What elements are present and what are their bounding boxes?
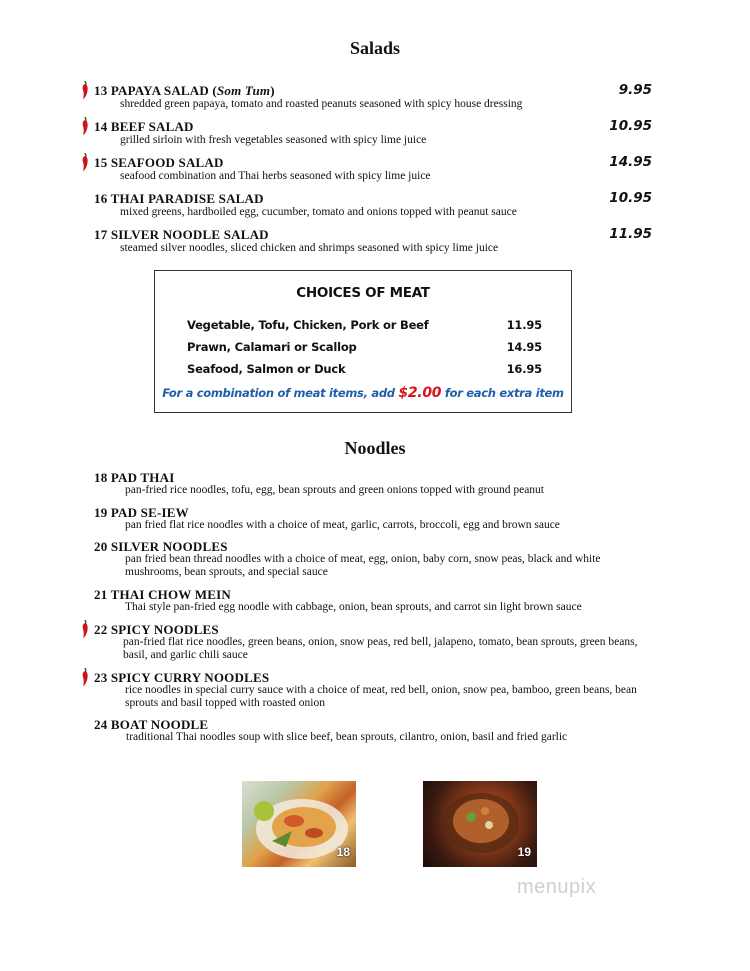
item-price: 10.95 — [609, 190, 652, 206]
item-name: 16 THAI PARADISE SALAD — [94, 191, 264, 206]
extra-amount: $2.00 — [398, 385, 442, 401]
choice-price: 16.95 — [506, 362, 542, 376]
item-description: pan fried flat rice noodles with a choice of meat, garlic, carrots, broccoli, egg and brown sauce — [125, 519, 560, 531]
item-name: 17 SILVER NOODLE SALAD — [94, 227, 269, 242]
item-name: 15 SEAFOOD SALAD — [94, 155, 224, 170]
choice-label: Seafood, Salmon or Duck — [187, 362, 346, 376]
item-name: 20 SILVER NOODLES — [94, 539, 228, 554]
item-description: steamed silver noodles, sliced chicken and shrimps seasoned with spicy lime juice — [120, 242, 499, 254]
item-description: pan fried bean thread noodles with a choice of meat, egg, onion, baby corn, snow peas, black and white mushrooms, bean sprouts, and special sauce — [125, 553, 601, 578]
item-name: 19 PAD SE-IEW — [94, 505, 189, 520]
noodles-title: Noodles — [344, 438, 406, 458]
item-name: 13 PAPAYA SALAD (Som Tum) — [94, 83, 275, 98]
item-description: pan-fried flat rice noodles, green beans, onion, snow peas, red bell, jalapeno, tomato, bean sprouts, green beans, basil, and garlic chili sauce — [123, 636, 638, 661]
photo-label: 19 — [517, 845, 531, 859]
item-price: 14.95 — [609, 154, 652, 170]
combination-note: For a combination of meat items, add $2.00 for each extra item — [162, 385, 564, 401]
choices-title: CHOICES OF MEAT — [296, 285, 430, 301]
item-name: 23 SPICY CURRY NOODLES — [94, 670, 270, 685]
item-description: Thai style pan-fried egg noodle with cabbage, onion, bean sprouts, and carrot sin light brown sauce — [125, 601, 582, 613]
chili-pepper-icon — [80, 153, 89, 171]
item-name: 21 THAI CHOW MEIN — [94, 587, 231, 602]
item-description: seafood combination and Thai herbs seasoned with spicy lime juice — [120, 170, 431, 182]
choice-row — [187, 340, 542, 354]
item-price: 10.95 — [609, 118, 652, 134]
item-description: rice noodles in special curry sauce with a choice of meat, red bell, onion, snow pea, bamboo, green beans, bean sprouts and basil topped with roasted onion — [125, 684, 637, 709]
item-name: 24 BOAT NOODLE — [94, 717, 209, 732]
photo-label: 18 — [336, 845, 350, 859]
choice-row — [187, 318, 542, 332]
item-name: 18 PAD THAI — [94, 470, 175, 485]
item-description: pan-fried rice noodles, tofu, egg, bean sprouts and green onions topped with ground peanut — [125, 484, 545, 496]
choice-price: 14.95 — [506, 340, 542, 354]
watermark-logo: menupix — [517, 876, 597, 898]
chili-pepper-icon — [80, 117, 89, 135]
dish-photo-pad-se-iew — [423, 781, 537, 867]
item-price: 11.95 — [609, 226, 652, 242]
chili-pepper-icon — [80, 81, 89, 99]
item-price: 9.95 — [618, 82, 652, 98]
choice-row — [187, 362, 542, 376]
dish-photo-pad-thai — [242, 781, 356, 867]
choices-of-meat-box — [154, 270, 572, 413]
salads-title: Salads — [349, 38, 401, 58]
item-name: 14 BEEF SALAD — [94, 119, 194, 134]
chili-pepper-icon — [80, 620, 89, 638]
choice-label: Vegetable, Tofu, Chicken, Pork or Beef — [187, 318, 429, 332]
item-description: traditional Thai noodles soup with slice beef, bean sprouts, cilantro, onion, basil and fried garlic — [126, 731, 568, 743]
choice-label: Prawn, Calamari or Scallop — [187, 340, 357, 354]
item-name: 22 SPICY NOODLES — [94, 622, 219, 637]
choice-price: 11.95 — [506, 318, 542, 332]
item-description: mixed greens, hardboiled egg, cucumber, tomato and onions topped with peanut sauce — [120, 206, 517, 218]
item-description: grilled sirloin with fresh vegetables seasoned with spicy lime juice — [120, 134, 427, 146]
chili-pepper-icon — [80, 668, 89, 686]
item-description: shredded green papaya, tomato and roasted peanuts seasoned with spicy house dressing — [120, 98, 523, 110]
